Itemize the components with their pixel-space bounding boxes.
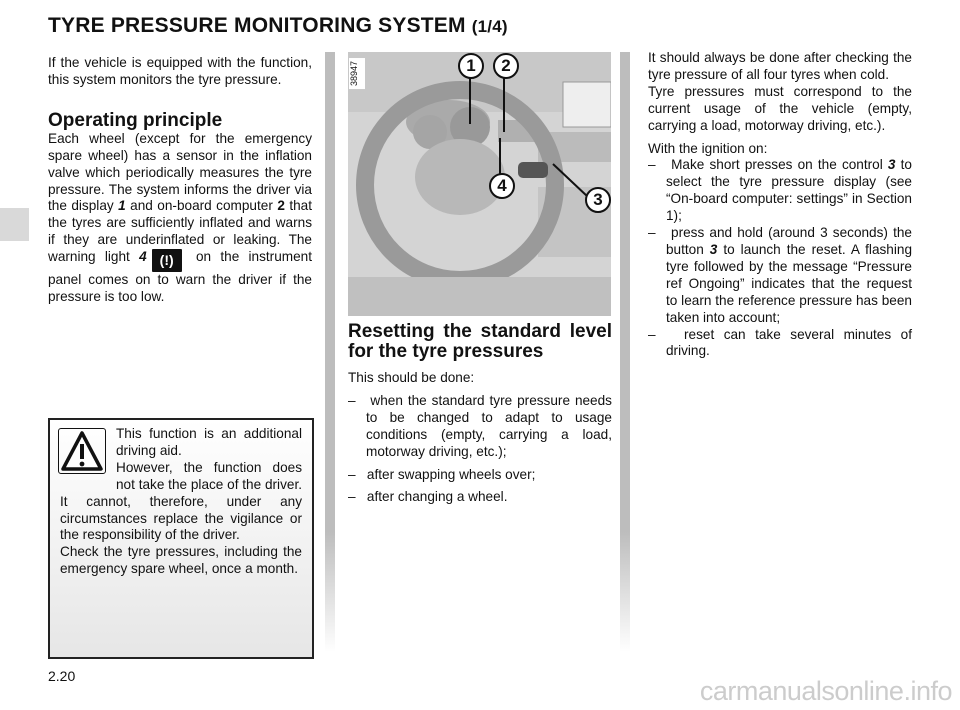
right-text-1: It should always be done after checking the tyre pressure of all four tyres when cold.: [648, 50, 912, 82]
dash: –: [648, 157, 656, 173]
intro-text: If the vehicle is equipped with the function, this system monitors the tyre pressure.: [48, 55, 312, 87]
page-number: 2.20: [48, 668, 76, 684]
text: that the tyres are sufficiently inflated and warns if they are underinflated or leaking. The warning light: [48, 198, 313, 265]
callout-1: 1: [458, 53, 484, 79]
text: and on-board computer: [125, 198, 278, 214]
resetting-heading: Resetting the standard level for the tyre pressures: [348, 321, 612, 362]
warning-text-2: However, the function does not take the place of the driver. It cannot, therefore, under any circumstances replace the vigilance or the responsibility of the driver.: [60, 459, 302, 543]
warning-triangle-icon: [58, 428, 106, 474]
column-divider: [620, 52, 630, 652]
column-divider: [325, 52, 335, 652]
dashboard-illustration: [348, 52, 611, 316]
title-text: TYRE PRESSURE MONITORING SYSTEM: [48, 14, 466, 37]
item-text: when the standard tyre pressure needs to be changed to adapt to usage conditions (empty, carrying a load, motorway driving, etc.);: [366, 392, 612, 459]
item-text: after changing a wheel.: [366, 489, 508, 505]
left-column: [48, 55, 312, 306]
text: Make short presses on the control: [671, 157, 888, 173]
page-title: [48, 14, 508, 38]
dash: –: [348, 489, 356, 505]
text: press and hold (around 3 seconds) the button: [666, 225, 912, 257]
ref-2: 2: [277, 198, 285, 214]
text: reset can take several minutes of driving.: [666, 326, 912, 359]
list-item: [348, 467, 612, 484]
dash: –: [348, 466, 356, 482]
tyre-pressure-warning-icon: (!): [152, 249, 182, 272]
resetting-intro: This should be done:: [348, 370, 475, 385]
dash: –: [648, 326, 656, 342]
callout-3: 3: [585, 187, 611, 213]
watermark: carmanualsonline.info: [699, 676, 952, 706]
item-text: after swapping wheels over;: [366, 466, 536, 482]
operating-principle-heading: Operating principle: [48, 109, 223, 131]
list-item: [648, 327, 912, 361]
text: on the instrument panel comes on to warn the driver if the pressure is too low.: [48, 249, 312, 305]
list-item: [348, 489, 612, 506]
text: to select the tyre pressure display (see “On-board computer: settings” in Section 1);: [666, 157, 912, 224]
warning-box: [48, 418, 314, 659]
right-column: [648, 50, 912, 360]
callout-4: 4: [489, 173, 515, 199]
right-text-3: With the ignition on:: [648, 140, 768, 156]
ref-1: 1: [118, 198, 126, 214]
warning-text-3: Check the tyre pressures, including the emergency spare wheel, once a month.: [60, 544, 302, 577]
right-text-2: Tyre pressures must correspond to the current usage of the vehicle (empty, carrying a load, motorway driving, etc.).: [648, 83, 912, 133]
ref-4: 4: [139, 249, 147, 265]
section-tab: [0, 208, 29, 241]
callout-2: 2: [493, 53, 519, 79]
dash: –: [348, 392, 356, 408]
list-item: [348, 393, 612, 461]
list-item: [648, 225, 912, 326]
ref-3: 3: [887, 157, 896, 173]
list-item: [648, 157, 912, 225]
figure-id: 38947: [349, 58, 365, 89]
dash: –: [648, 225, 656, 241]
middle-column: [348, 322, 612, 506]
ref-3: 3: [709, 241, 718, 257]
title-part: (1/4): [471, 17, 508, 36]
warning-text-1: This function is an additional driving aid.: [116, 426, 302, 458]
text: to launch the reset. A flashing tyre followed by the message “Pressure ref Ongoing” indicates that the request to learn the reference pressure has been taken into account;: [666, 241, 913, 325]
operating-principle-text: [48, 131, 312, 306]
text: Each wheel (except for the emergency spare wheel) has a sensor in the inflation valve which periodically measures the tyre pressure. The system informs the driver via the display: [48, 130, 312, 214]
